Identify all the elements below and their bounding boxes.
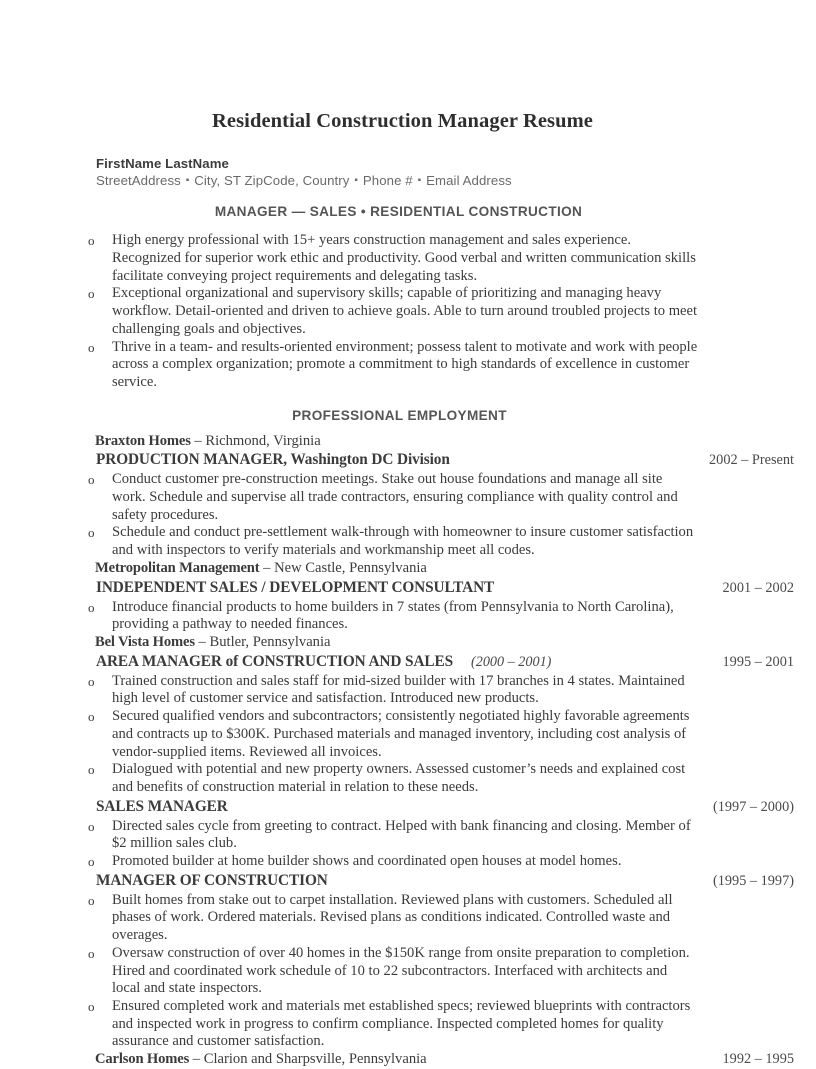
role-line (0, 797, 805, 817)
bullet-text: Secured qualified vendors and subcontractors; consistently negotiated highly favorable agreements and contracts up to $300K. Purchased materials and managed inventory, including cost analysis of vendor-supplied items. Reviewed all invoices. (112, 708, 690, 760)
role-date: 2001 – 2002 (722, 579, 794, 596)
company-line (0, 1051, 805, 1069)
role-date: 1995 – 2001 (722, 653, 794, 670)
bullet-item (0, 892, 805, 945)
company-label (95, 634, 331, 652)
role-line (0, 652, 805, 672)
bullet-item (0, 761, 805, 796)
page-title: Residential Construction Manager Resume (211, 110, 594, 132)
company-location: – Clarion and Sharpsville, Pennsylvania (189, 1051, 427, 1068)
company-location: – New Castle, Pennsylvania (259, 559, 427, 576)
contact-separator: ▪ (351, 175, 361, 187)
company-label (95, 1051, 427, 1069)
bullet-marker-icon: o (88, 945, 95, 961)
role-title: MANAGER OF CONSTRUCTION (96, 871, 328, 889)
bullet-item (0, 998, 805, 1051)
bullet-marker-icon: o (88, 525, 95, 541)
role-date: (1995 – 1997) (712, 872, 794, 889)
bullet-item (0, 471, 805, 524)
bullet-item (0, 339, 805, 392)
bullet-marker-icon: o (88, 472, 95, 488)
bullet-marker-icon: o (88, 599, 95, 615)
bullet-text: High energy professional with 15+ years construction management and sales experience. Recognized for superior work ethic and productivity. Good verbal and written communication skills facilitate conveying project requirements and delegating tasks. (112, 232, 696, 284)
bullet-item (0, 708, 805, 761)
bullet-marker-icon: o (88, 286, 95, 302)
company-location: – Richmond, Virginia (190, 432, 321, 449)
bullet-item (0, 853, 805, 871)
role-title-group (96, 578, 494, 597)
company-name: Carlson Homes (95, 1051, 190, 1068)
employment-section (0, 433, 805, 1069)
bullet-item (0, 818, 805, 853)
role-title-group (96, 652, 551, 672)
bullet-item (0, 673, 805, 708)
company-label (95, 560, 427, 578)
bullet-text: Trained construction and sales staff for mid-sized builder with 17 branches in 4 states. Maintained high level of customer service and satisfaction. Introduced new products. (112, 672, 685, 707)
bullet-text: Conduct customer pre-construction meetings. Stake out house foundations and manage all site work. Schedule and supervise all trade contractors, ensuring compliance with quality control and safety procedures. (112, 471, 678, 523)
bullet-marker-icon: o (88, 762, 95, 778)
bullet-item (0, 945, 805, 998)
role-title: PRODUCTION MANAGER, Washington DC Division (96, 451, 450, 469)
company-name: Bel Vista Homes (95, 634, 195, 650)
bullet-item (0, 599, 805, 634)
job-entry (0, 1051, 805, 1069)
bullet-text: Thrive in a team- and results-oriented environment; possess talent to motivate and work with people across a complex organization; promote a commitment to high standards of excellence in customer service. (112, 338, 698, 390)
bullet-marker-icon: o (88, 818, 95, 834)
bullet-text: Promoted builder at home builder shows and coordinated open houses at model homes. (112, 852, 622, 869)
bullet-text: Schedule and conduct pre-settlement walk-through with homeowner to insure customer satisfaction and with inspectors to verify materials and workmanship meet all codes. (112, 524, 694, 559)
role-title: SALES MANAGER (96, 797, 228, 815)
bullet-text: Oversaw construction of over 40 homes in the $150K range from onsite preparation to completion. Hired and coordinated work schedule of 10 to 22 subcontractors. Interfaced with architects and local and state inspectors. (112, 944, 690, 997)
role-bullets (0, 891, 805, 1051)
contact-part: StreetAddress (96, 173, 181, 189)
bullet-text: Directed sales cycle from greeting to contract. Helped with bank financing and closing. Member of $2 million sales club. (112, 817, 691, 852)
contact-block (0, 134, 805, 190)
job-entry (0, 433, 805, 560)
company-label (95, 433, 321, 451)
job-entry (0, 634, 805, 1051)
bullet-marker-icon: o (88, 892, 95, 908)
company-name: Braxton Homes (95, 432, 191, 449)
role-line (0, 871, 805, 891)
role-title: INDEPENDENT SALES / DEVELOPMENT CONSULTANT (96, 578, 495, 596)
role-title-group (96, 797, 228, 816)
company-name: Metropolitan Management (95, 559, 260, 576)
contact-separator: ▪ (182, 175, 193, 187)
contact-details (96, 172, 805, 189)
bullet-text: Dialogued with potential and new property owners. Assessed customer’s needs and explained cost and benefits of construction material in relation to these needs. (112, 761, 686, 795)
role-bullets (0, 817, 805, 871)
bullet-text: Introduce financial products to home builders in 7 states (from Pennsylvania to North Carolina), providing a pathway to needed finances. (112, 598, 674, 633)
role-date: 2002 – Present (709, 452, 794, 469)
role-line (0, 578, 805, 598)
bullet-marker-icon: o (88, 998, 95, 1014)
company-line (0, 634, 805, 652)
contact-part: City, ST ZipCode, Country (194, 173, 350, 189)
bullet-item (0, 285, 805, 338)
role-bullets (0, 598, 805, 634)
bullet-text: Exceptional organizational and supervisory skills; capable of prioritizing and managing heavy workflow. Detail-oriented and driven to achieve goals. Able to turn around troubled projects to meet challenging goals and objectives. (112, 285, 698, 337)
contact-part: Email Address (426, 173, 512, 189)
bullet-text: Built homes from stake out to carpet installation. Reviewed plans with customers. Scheduled all phases of work. Ordered materials. Revised plans as conditions indicated. Controlled waste and overages. (112, 891, 673, 944)
bullet-marker-icon: o (88, 709, 95, 725)
role-title: AREA MANAGER of CONSTRUCTION AND SALES (96, 652, 453, 670)
headline-tagline: MANAGER — SALES • RESIDENTIAL CONSTRUCTION (214, 203, 583, 219)
bullet-item (0, 524, 805, 559)
bullet-item (0, 232, 805, 285)
company-line (0, 560, 805, 578)
role-bullets (0, 672, 805, 797)
contact-separator: ▪ (414, 175, 425, 187)
bullet-text: Ensured completed work and materials met established specs; reviewed blueprints with contractors and inspected work in progress to confirm compliance. Inspected completed homes for quality assurance and customer satisfaction. (112, 997, 691, 1050)
company-date: 1992 – 1995 (722, 1051, 794, 1068)
role-title-group (96, 450, 450, 469)
role-line (0, 450, 805, 470)
job-entry (0, 560, 805, 634)
candidate-name: FirstName LastName (96, 155, 229, 171)
bullet-marker-icon: o (88, 233, 95, 249)
bullet-marker-icon: o (88, 853, 95, 869)
role-title-group (96, 871, 328, 890)
contact-part: Phone # (362, 173, 413, 189)
company-location: – Butler, Pennsylvania (194, 634, 331, 650)
bullet-marker-icon: o (88, 673, 95, 689)
section-heading-employment: PROFESSIONAL EMPLOYMENT (292, 407, 507, 423)
company-line (0, 433, 805, 451)
summary-section (0, 220, 805, 391)
role-inline-date: (2000 – 2001) (471, 653, 552, 670)
role-date: (1997 – 2000) (712, 798, 794, 815)
bullet-marker-icon: o (88, 339, 95, 355)
role-bullets (0, 470, 805, 560)
